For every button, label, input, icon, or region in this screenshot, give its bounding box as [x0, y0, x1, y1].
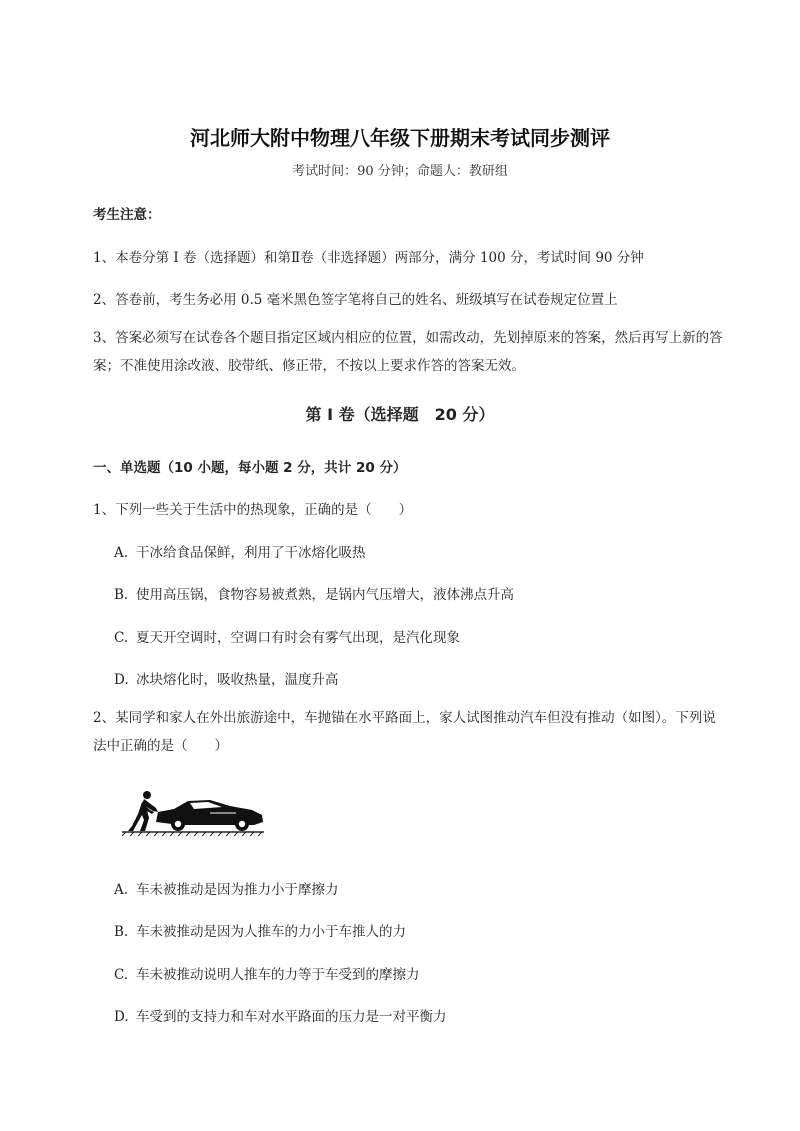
- question-2-option-b: B. 车未被推动是因为人推车的力小于车推人的力: [114, 924, 406, 940]
- notice-item-3: 3、答案必须写在试卷各个题目指定区域内相应的位置，如需改动，先划掉原来的答案，然后再写上新的答案；不准使用涂改液、胶带纸、修正带，不按以上要求作答的答案无效。: [93, 330, 723, 374]
- question-1-stem: 1、下列一些关于生活中的热现象，正确的是（ ）: [93, 502, 413, 518]
- question-1-option-a: A. 干冰给食品保鲜，利用了干冰熔化吸热: [114, 545, 366, 561]
- section-title: 第 I 卷（选择题 20 分）: [305, 405, 495, 424]
- question-1-option-d: D. 冰块熔化时，吸收热量，温度升高: [114, 672, 339, 688]
- question-1-option-b: B. 使用高压锅，食物容易被煮熟，是锅内气压增大，液体沸点升高: [114, 587, 514, 603]
- notice-title: 考生注意：: [93, 207, 161, 223]
- question-2-option-a: A. 车未被推动是因为推力小于摩擦力: [114, 882, 339, 898]
- person-icon: [128, 791, 158, 831]
- question-2-option-c: C. 车未被推动说明人推车的力等于车受到的摩擦力: [114, 967, 420, 983]
- person-pushing-car-figure: [118, 788, 266, 836]
- question-1-option-c: C. 夏天开空调时，空调口有时会有雾气出现，是汽化现象: [114, 630, 460, 646]
- question-2-option-d: D. 车受到的支持力和车对水平路面的压力是一对平衡力: [114, 1009, 447, 1025]
- notice-item-1: 1、本卷分第 I 卷（选择题）和第Ⅱ卷（非选择题）两部分，满分 100 分，考试时间 90 分钟: [93, 250, 644, 266]
- part-title: 一、单选题（10 小题，每小题 2 分，共计 20 分）: [93, 460, 407, 476]
- question-2-stem: 2、某同学和家人在外出旅游途中，车抛锚在水平路面上，家人试图推动汽车但没有推动（如图）。下列说法中正确的是（ ）: [93, 710, 716, 754]
- exam-title: 河北师大附中物理八年级下册期末考试同步测评: [190, 126, 610, 150]
- exam-subtitle: 考试时间：90 分钟；命题人：教研组: [292, 164, 508, 179]
- car-icon: [156, 800, 263, 831]
- notice-item-2: 2、答卷前，考生务必用 0.5 毫米黑色签字笔将自己的姓名、班级填写在试卷规定位置上: [93, 292, 618, 308]
